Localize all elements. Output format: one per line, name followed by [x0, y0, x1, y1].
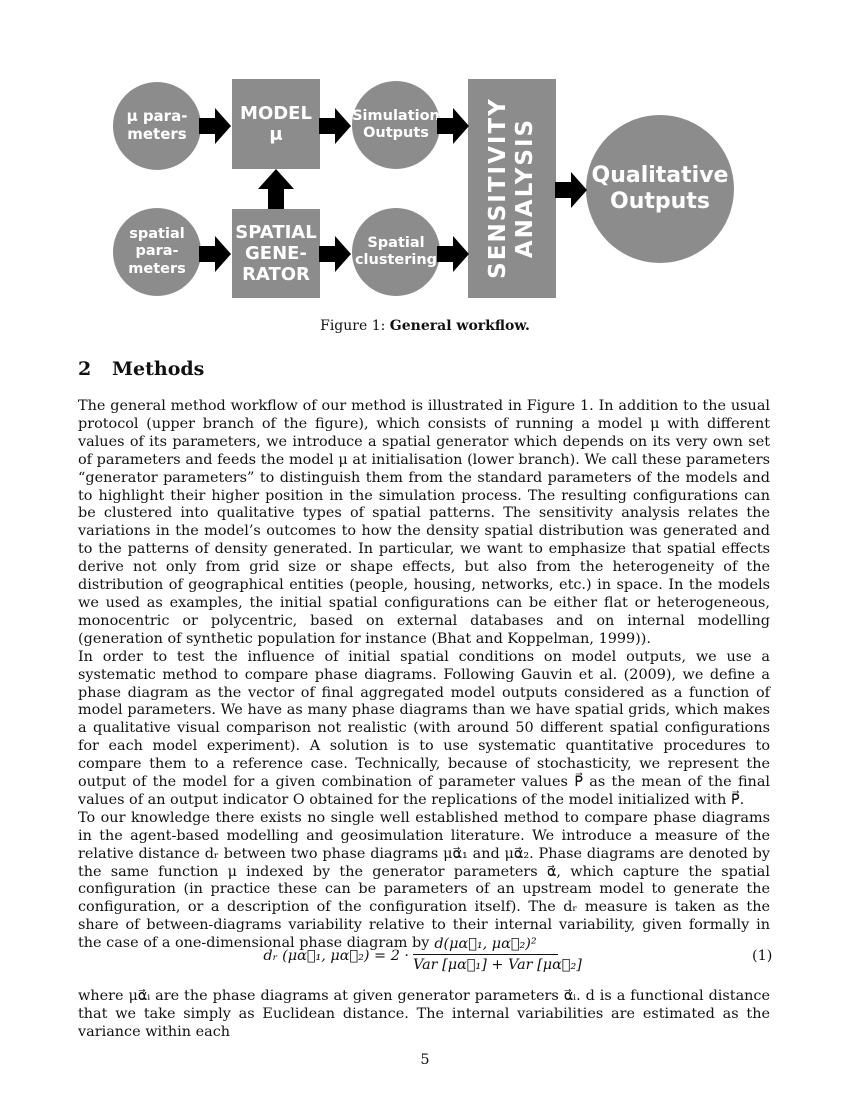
qualitative-outputs-node: Qualitative Outputs	[586, 115, 734, 263]
paragraph-distance-measure: To our knowledge there exists no single well established method to compare phase diagrams in the agent-based modelling and geosimulation literature. We introduce a measure of the relative distance dᵣ between two phase diagrams μα⃗₁ and μα⃗₂. Phase diagrams are denoted by the same function μ indexed by the generator parameters α⃗, which capture the spatial configuration (in practice these can be parameters of an upstream model to generate the configuration, or a description of the configuration itself). The dᵣ measure is taken as the share of between-diagrams variability relative to their internal variability, given formally in the case of a one-dimensional phase diagram by	[78, 809, 770, 952]
section-title: Methods	[112, 358, 205, 380]
equation-label: (1)	[752, 948, 773, 964]
paragraph-phase-diagrams: In order to test the influence of initial spatial conditions on model outputs, we use a systematic method to compare phase diagrams. Following Gauvin et al. (2009), we define a phase diagram as the vector of final aggregated model outputs considered as a function of model parameters. We have as many phase diagrams than we have spatial grids, which makes a qualitative visual comparison not realistic (with around 50 different spatial configurations for each model experiment). A solution is to use systematic quantitative procedures to compare them to a reference case. Technically, because of stochasticity, we represent the output of the model for a given combination of parameter values P⃗ as the mean of the final values of an output indicator O obtained for the replications of the model initialized with P⃗.	[78, 648, 770, 808]
arrow-model-to-outputs	[319, 108, 351, 144]
section-heading	[78, 358, 204, 380]
equation-denominator: Var [μα⃗₁] + Var [μα⃗₂]	[413, 957, 582, 973]
spatial-parameters-node: spatial para- meters	[113, 208, 201, 296]
figure-caption-prefix: Figure 1:	[320, 318, 386, 334]
equation-numerator: d(μα⃗₁, μα⃗₂)²	[413, 936, 558, 955]
arrow-mu-to-model	[199, 108, 231, 144]
equation-1	[0, 930, 850, 980]
arrow-clustering-to-sensitivity	[437, 236, 469, 272]
simulation-outputs-node: Simulation Outputs	[352, 81, 440, 169]
arrow-sensitivity-to-qualitative	[555, 172, 587, 208]
equation-fraction	[413, 936, 582, 973]
paragraph-workflow: The general method workflow of our method is illustrated in Figure 1. In addition to the usual protocol (upper branch of the figure), which consists of running a model μ with different values of its parameters, we introduce a spatial generator which depends on its very own set of parameters and feeds the model μ at initialisation (lower branch). We call these parameters “generator parameters” to distinguish them from the standard parameters of the models and to highlight their higher position in the simulation process. The resulting configurations can be clustered into qualitative types of spatial patterns. The sensitivity analysis relates the variations in the model’s outcomes to how the density spatial distribution was generated and to the patterns of density generated. In particular, we want to emphasize that spatial effects derive not only from grid size or shape effects, but also from the heterogeneity of the distribution of geographical entities (people, housing, networks, etc.) in space. In the models we used as examples, the initial spatial configurations can be either flat or heterogeneous, monocentric or polycentric, based on external databases and on internal modelling (generation of synthetic population for instance (Bhat and Koppelman, 1999)).	[78, 398, 770, 647]
model-node: MODEL μ	[232, 79, 320, 169]
section-number: 2	[78, 358, 92, 380]
arrow-outputs-to-sensitivity	[437, 108, 469, 144]
sensitivity-analysis-label: SENSITIVITY ANALYSIS	[484, 97, 538, 279]
equation-lhs: dᵣ (μα⃗₁, μα⃗₂) = 2 ·	[263, 948, 409, 964]
mu-parameters-node: μ para- meters	[113, 82, 201, 170]
workflow-figure	[0, 0, 850, 345]
arrow-spatial-params-to-generator	[199, 236, 231, 272]
spatial-generator-node: SPATIAL GENE- RATOR	[232, 209, 320, 298]
figure-caption-title: General workflow.	[389, 318, 530, 334]
figure-caption	[0, 318, 850, 334]
body-text-after-equation	[78, 988, 770, 1042]
arrow-generator-to-clustering	[319, 236, 351, 272]
arrow-generator-to-model	[258, 169, 294, 209]
paragraph-after-equation: where μα⃗ᵢ are the phase diagrams at given generator parameters α⃗ᵢ. d is a functional distance that we take simply as Euclidean distance. The internal variabilities are estimated as the variance within each	[78, 988, 770, 1040]
spatial-clustering-node: Spatial clustering	[352, 208, 440, 296]
page-number: 5	[420, 1052, 430, 1068]
body-text	[78, 398, 770, 953]
